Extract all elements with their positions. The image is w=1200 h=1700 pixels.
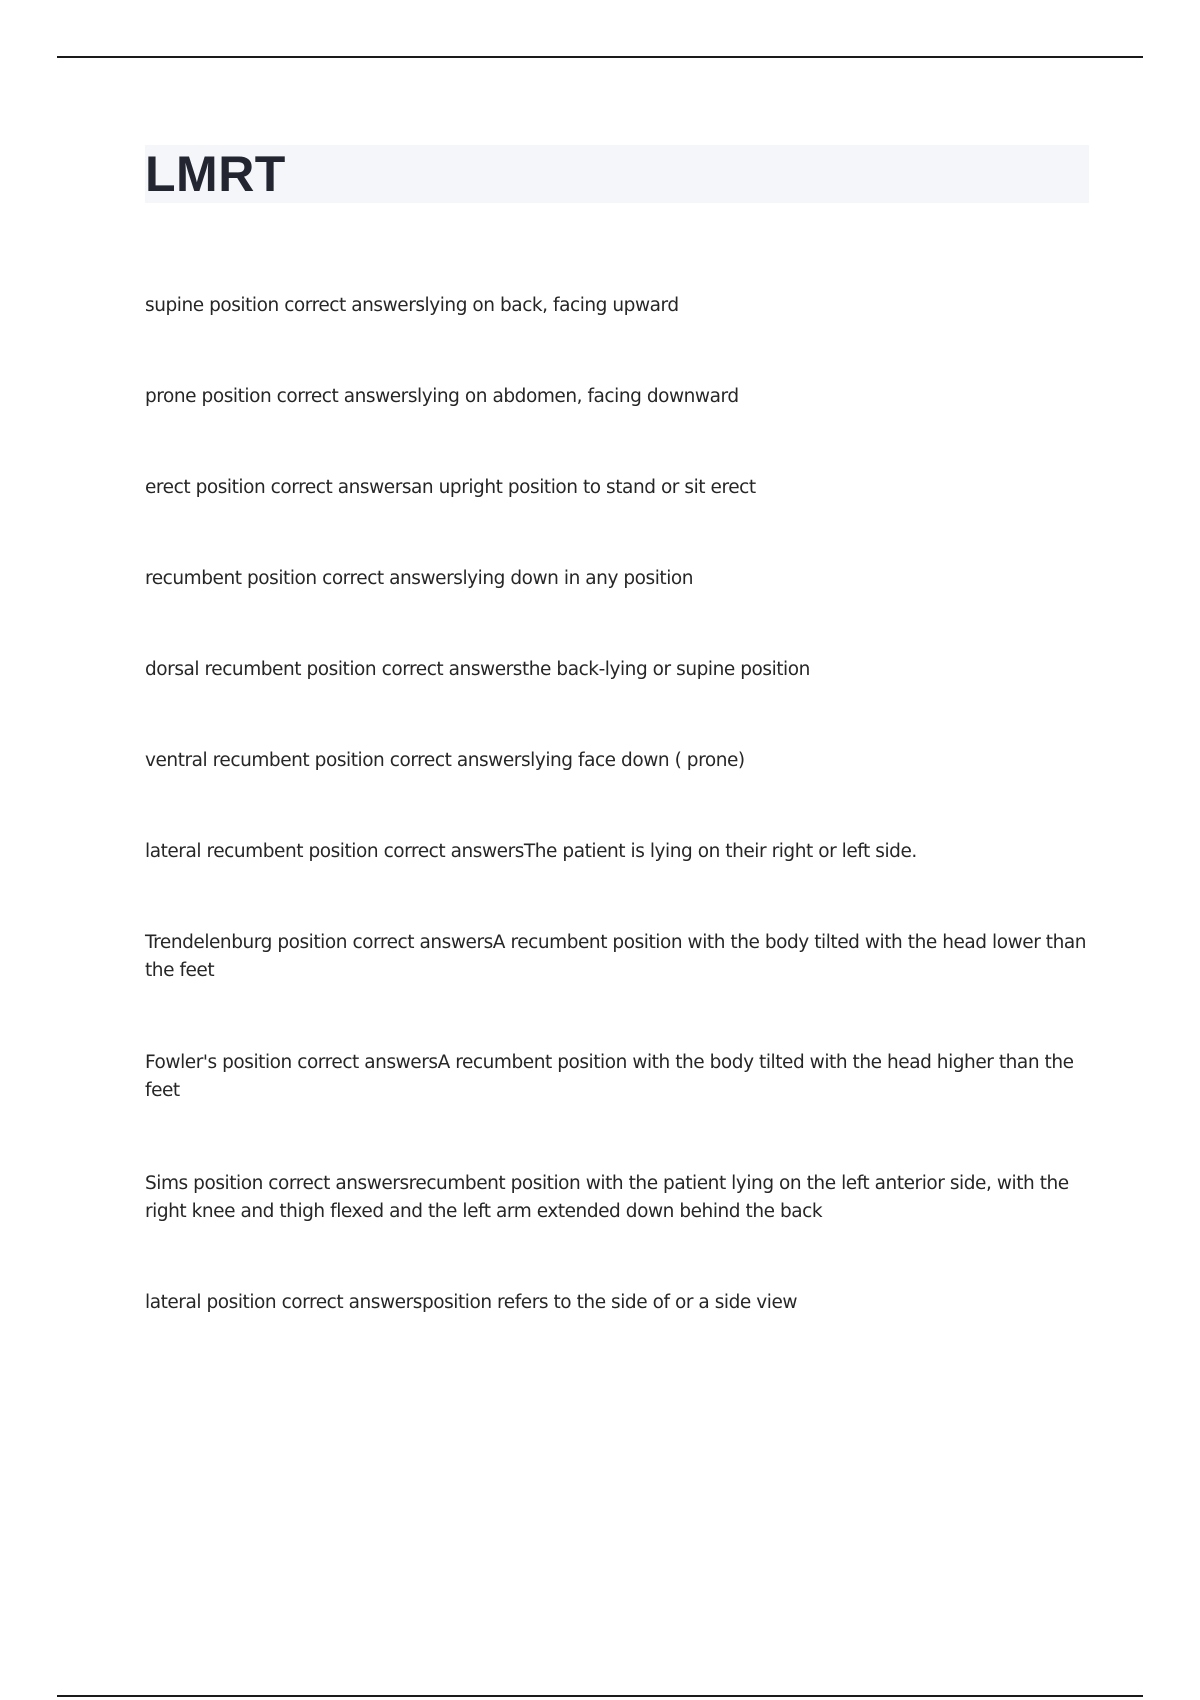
entry-lateral-position: lateral position correct answersposition refers to the side of or a side view (145, 1292, 798, 1313)
entry-ventral-recumbent-position: ventral recumbent position correct answerslying face down ( prone) (145, 750, 745, 771)
bottom-divider (57, 1695, 1143, 1697)
entry-recumbent-position: recumbent position correct answerslying down in any position (145, 568, 694, 589)
entry-dorsal-recumbent-position: dorsal recumbent position correct answersthe back-lying or supine position (145, 659, 810, 680)
entry-fowlers-position: Fowler's position correct answersA recumbent position with the body tilted with the head higher than the feet (145, 1052, 1074, 1101)
document-title: LMRT (145, 146, 286, 202)
entry-sims-position: Sims position correct answersrecumbent position with the patient lying on the left anterior side, with the right knee and thigh flexed and the left arm extended down behind the back (145, 1173, 1069, 1222)
entry-supine-position: supine position correct answerslying on back, facing upward (145, 295, 679, 316)
entry-lateral-recumbent-position: lateral recumbent position correct answersThe patient is lying on their right or left side. (145, 841, 917, 862)
top-divider (57, 56, 1143, 58)
entry-trendelenburg-position: Trendelenburg position correct answersA recumbent position with the body tilted with the head lower than the feet (145, 932, 1087, 981)
entry-erect-position: erect position correct answersan upright position to stand or sit erect (145, 477, 756, 498)
title-banner (145, 145, 1089, 203)
entry-prone-position: prone position correct answerslying on abdomen, facing downward (145, 386, 739, 407)
